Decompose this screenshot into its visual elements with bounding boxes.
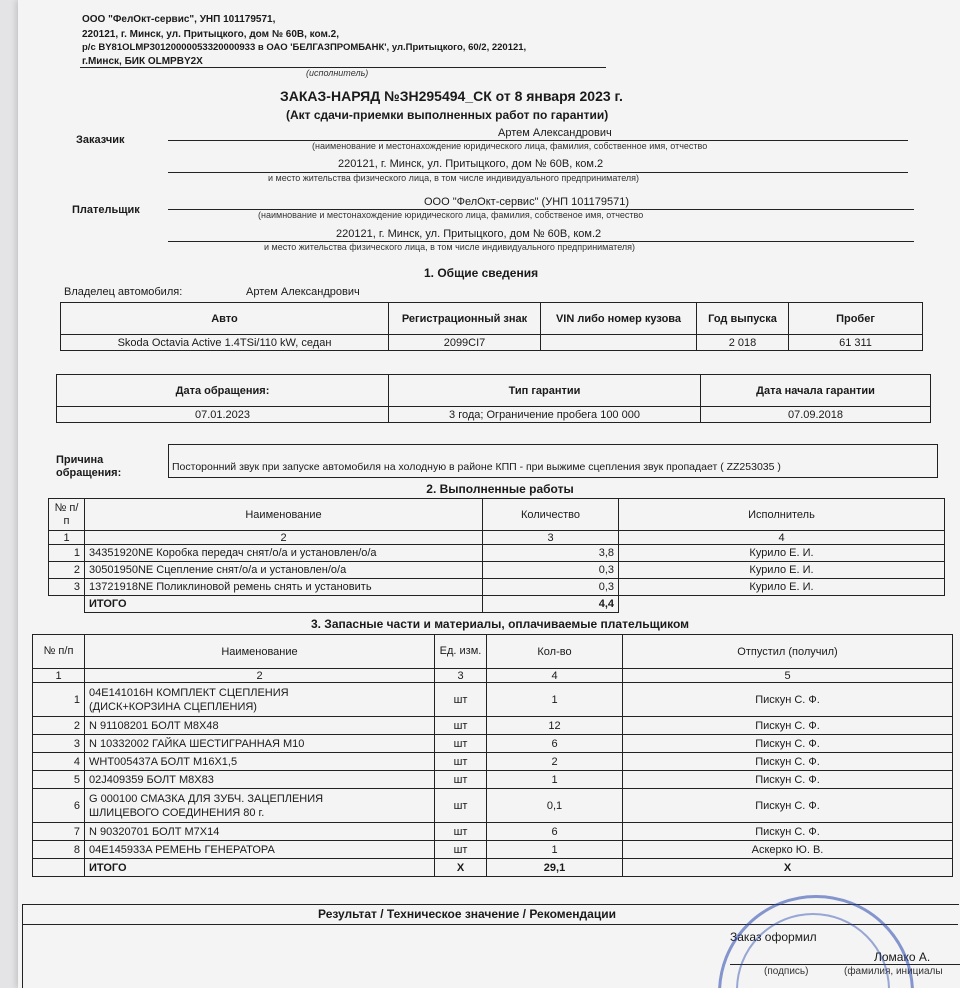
parts-row-name: N 10332002 ГАЙКА ШЕСТИГРАННАЯ М10	[85, 735, 435, 753]
parts-table	[32, 634, 953, 877]
company-bic-line: г.Минск, БИК OLMPBY2X	[82, 56, 203, 67]
signature-caption: (подпись)	[764, 966, 809, 977]
works-colnum: 2	[85, 531, 483, 545]
parts-row-qty: 12	[487, 717, 623, 735]
works-row-executor: Курило Е. И.	[619, 579, 945, 596]
car-header-year: Год выпуска	[697, 303, 789, 335]
section-parts-title: 3. Запасные части и материалы, оплачиваемые плательщиком	[310, 617, 690, 631]
works-total-qty: 4,4	[483, 596, 619, 613]
car-header-vin: VIN либо номер кузова	[541, 303, 697, 335]
executor-caption: (исполнитель)	[306, 68, 369, 78]
works-row-num: 1	[49, 545, 85, 562]
works-row-num: 2	[49, 562, 85, 579]
works-row-qty: 0,3	[483, 562, 619, 579]
parts-total-unit: X	[435, 859, 487, 877]
car-table-row	[61, 335, 923, 351]
parts-row-issued: Пискун С. Ф.	[623, 753, 953, 771]
parts-row-name: N 90320701 БОЛТ М7Х14	[85, 823, 435, 841]
owner-name: Артем Александрович	[246, 286, 360, 298]
parts-row-name: N 91108201 БОЛТ М8Х48	[85, 717, 435, 735]
warranty-table	[56, 374, 931, 423]
table-row	[33, 789, 953, 823]
parts-row-qty: 6	[487, 823, 623, 841]
parts-row-unit: шт	[435, 823, 487, 841]
customer-address: 220121, г. Минск, ул. Притыцкого, дом № 60В, ком.2	[338, 158, 604, 170]
parts-row-unit: шт	[435, 683, 487, 717]
warranty-header-type: Тип гарантии	[389, 375, 701, 407]
car-table-header	[61, 303, 923, 335]
parts-row-name-line: G 000100 СМАЗКА ДЛЯ ЗУБЧ. ЗАЦЕПЛЕНИЯ	[89, 792, 324, 805]
payer-name: ООО "ФелОкт-сервис" (УНП 101179571)	[424, 196, 630, 208]
parts-colnum: 5	[623, 669, 953, 683]
parts-row-num: 1	[33, 683, 85, 717]
section-works-title: 2. Выполненные работы	[426, 482, 574, 496]
warranty-header-start: Дата начала гарантии	[701, 375, 931, 407]
table-row	[33, 823, 953, 841]
payer-address: 220121, г. Минск, ул. Притыцкого, дом № 60В, ком.2	[336, 228, 602, 240]
signer-name: Ломако А.	[874, 950, 931, 964]
signer-name-caption: (фамилия, инициалы	[844, 966, 943, 977]
car-header-auto: Авто	[61, 303, 389, 335]
parts-total-row	[33, 859, 953, 877]
works-header-executor: Исполнитель	[619, 499, 945, 531]
company-line-2: 220121, г. Минск, ул. Притыцкого, дом № 60В, ком.2,	[82, 29, 340, 40]
parts-header-row	[33, 635, 953, 669]
table-row	[49, 579, 945, 596]
parts-row-qty: 1	[487, 771, 623, 789]
works-colnum: 3	[483, 531, 619, 545]
works-row-name: 30501950NE Сцепление снят/о/а и установлен/о/а	[85, 562, 483, 579]
parts-colnum: 1	[33, 669, 85, 683]
works-row-num: 3	[49, 579, 85, 596]
warranty-table-row	[57, 407, 931, 423]
parts-row-qty: 0,1	[487, 789, 623, 823]
customer-label: Заказчик	[76, 134, 125, 146]
parts-colnum-row	[33, 669, 953, 683]
table-row	[49, 562, 945, 579]
works-header-num: № п/п	[49, 499, 85, 531]
result-title: Результат / Техническое значение / Рекомендации	[318, 907, 616, 921]
works-header-name: Наименование	[85, 499, 483, 531]
works-colnum-row	[49, 531, 945, 545]
document-title: ЗАКАЗ-НАРЯД №ЗН295494_СК от 8 января 2023 г.	[280, 88, 623, 104]
warranty-start: 07.09.2018	[701, 407, 931, 423]
warranty-date: 07.01.2023	[57, 407, 389, 423]
parts-header-unit: Ед. изм.	[435, 635, 487, 669]
parts-header-qty: Кол-во	[487, 635, 623, 669]
table-row	[33, 683, 953, 717]
order-by-label: Заказ оформил	[730, 930, 817, 944]
parts-total-empty	[33, 859, 85, 877]
works-colnum: 4	[619, 531, 945, 545]
table-row	[33, 717, 953, 735]
parts-row-name: 04E145933A РЕМЕНЬ ГЕНЕРАТОРА	[85, 841, 435, 859]
company-line-1: ООО "ФелОкт-сервис", УНП 101179571,	[82, 14, 276, 25]
parts-header-issued: Отпустил (получил)	[623, 635, 953, 669]
parts-header-num: № п/п	[33, 635, 85, 669]
parts-total-qty: 29,1	[487, 859, 623, 877]
customer-name-caption: (наименование и местонахождение юридического лица, фамилия, собственное имя, отчество	[312, 141, 708, 151]
parts-row-qty: 6	[487, 735, 623, 753]
parts-row-unit: шт	[435, 789, 487, 823]
parts-row-num: 7	[33, 823, 85, 841]
parts-row-num: 2	[33, 717, 85, 735]
works-colnum: 1	[49, 531, 85, 545]
works-row-qty: 3,8	[483, 545, 619, 562]
parts-colnum: 2	[85, 669, 435, 683]
works-total-row	[49, 596, 945, 613]
parts-total-label: ИТОГО	[85, 859, 435, 877]
car-header-plate: Регистрационный знак	[389, 303, 541, 335]
parts-row-issued: Аскерко Ю. В.	[623, 841, 953, 859]
warranty-header-date: Дата обращения:	[57, 375, 389, 407]
car-model: Skoda Octavia Active 1.4TSi/110 kW, седан	[61, 335, 389, 351]
parts-row-issued: Пискун С. Ф.	[623, 735, 953, 753]
parts-row-qty: 1	[487, 683, 623, 717]
parts-row-num: 4	[33, 753, 85, 771]
customer-name: Артем Александрович	[498, 127, 612, 139]
parts-row-unit: шт	[435, 771, 487, 789]
parts-total-issued: X	[623, 859, 953, 877]
warranty-table-header	[57, 375, 931, 407]
parts-colnum: 4	[487, 669, 623, 683]
parts-row-issued: Пискун С. Ф.	[623, 683, 953, 717]
works-row-name: 13721918NE Поликлиновой ремень снять и установить	[85, 579, 483, 596]
parts-row-unit: шт	[435, 753, 487, 771]
works-row-name: 34351920NE Коробка передач снят/о/а и установлен/о/а	[85, 545, 483, 562]
payer-label: Плательщик	[72, 204, 140, 216]
works-header-row	[49, 499, 945, 531]
parts-row-name-line: ШЛИЦЕВОГО СОЕДИНЕНИЯ 80 г.	[89, 806, 265, 819]
document-subtitle: (Акт сдачи-приемки выполненных работ по гарантии)	[286, 108, 609, 122]
parts-row-issued: Пискун С. Ф.	[623, 771, 953, 789]
table-row	[33, 771, 953, 789]
car-header-mileage: Пробег	[789, 303, 923, 335]
works-row-qty: 0,3	[483, 579, 619, 596]
parts-row-num: 5	[33, 771, 85, 789]
parts-row-qty: 2	[487, 753, 623, 771]
payer-name-caption: (наимнование и местонахождение юридического лица, фамилия, собственое имя, отчество	[258, 210, 644, 220]
table-row	[33, 753, 953, 771]
car-mileage: 61 311	[789, 335, 923, 351]
parts-row-issued: Пискун С. Ф.	[623, 823, 953, 841]
parts-row-qty: 1	[487, 841, 623, 859]
works-table	[48, 498, 945, 613]
car-table	[60, 302, 923, 351]
car-year: 2 018	[697, 335, 789, 351]
payer-address-caption: и место жительства физического лица, в том числе индивидуального предпринимателя)	[264, 242, 636, 252]
car-vin	[541, 335, 697, 351]
parts-row-unit: шт	[435, 735, 487, 753]
reason-text: Посторонний звук при запуске автомобиля на холодную в районе КПП - при выжиме сцепления звук пропадает ( ZZ253035 )	[172, 461, 781, 473]
works-total-empty	[49, 596, 85, 613]
parts-row-issued: Пискун С. Ф.	[623, 789, 953, 823]
parts-row-unit: шт	[435, 717, 487, 735]
warranty-type: 3 года; Ограничение пробега 100 000	[389, 407, 701, 423]
table-row	[33, 735, 953, 753]
section-general-title: 1. Общие сведения	[424, 266, 539, 280]
works-header-qty: Количество	[483, 499, 619, 531]
parts-row-name	[85, 789, 435, 823]
parts-row-issued: Пискун С. Ф.	[623, 717, 953, 735]
customer-address-caption: и место жительства физического лица, в том числе индивидуального предпринимателя)	[268, 173, 640, 183]
parts-row-name	[85, 683, 435, 717]
document-page	[18, 0, 960, 988]
company-bank-line: р/с BY81OLMP30120000053320000933 в ОАО 'БЕЛГАЗПРОМБАНК', ул.Притыцкого, 60/2, 220121,	[82, 42, 527, 53]
parts-row-num: 6	[33, 789, 85, 823]
parts-colnum: 3	[435, 669, 487, 683]
works-total-blank	[619, 596, 945, 613]
works-row-executor: Курило Е. И.	[619, 545, 945, 562]
works-total-label: ИТОГО	[85, 596, 483, 613]
parts-row-name-line: 04E141016H КОМПЛЕКТ СЦЕПЛЕНИЯ	[89, 686, 289, 699]
reason-label-1: Причина	[56, 454, 104, 466]
parts-header-name: Наименование	[85, 635, 435, 669]
parts-row-num: 8	[33, 841, 85, 859]
car-plate: 2099CI7	[389, 335, 541, 351]
parts-row-name: 02J409359 БОЛТ М8Х83	[85, 771, 435, 789]
parts-row-num: 3	[33, 735, 85, 753]
table-row	[49, 545, 945, 562]
parts-row-name-line: (ДИСК+КОРЗИНА СЦЕПЛЕНИЯ)	[89, 700, 257, 713]
table-row	[33, 841, 953, 859]
reason-label-2: обращения:	[56, 467, 122, 479]
parts-row-unit: шт	[435, 841, 487, 859]
works-row-executor: Курило Е. И.	[619, 562, 945, 579]
owner-label: Владелец автомобиля:	[64, 286, 183, 298]
parts-row-name: WHT005437A БОЛТ М16Х1,5	[85, 753, 435, 771]
